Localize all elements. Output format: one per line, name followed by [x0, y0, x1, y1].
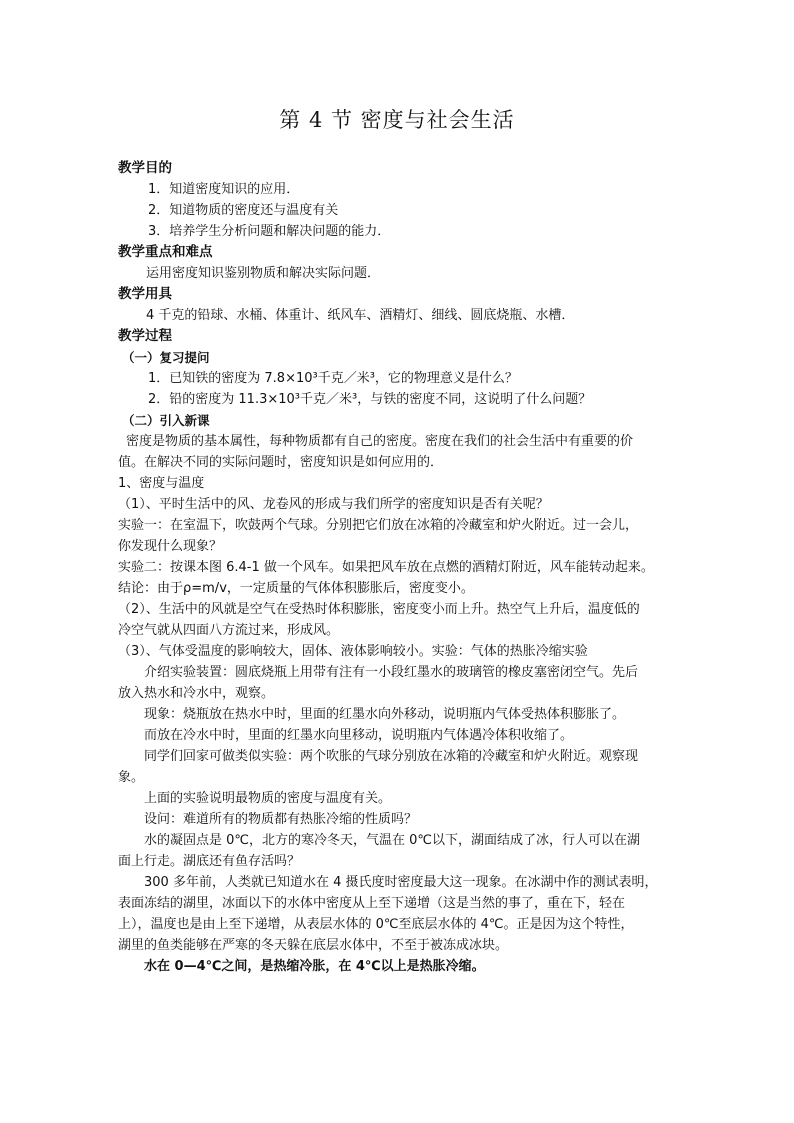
process-heading: 教学过程 [118, 328, 172, 344]
intro-paragraph: 值。在解决不同的实际问题时，密度知识是如何应用的． [118, 455, 444, 470]
question-paragraph: 设问：难道所有的物质都有热胀冷缩的性质吗？ [144, 812, 418, 827]
page-title: 第 4 节 密度与社会生活 [279, 108, 515, 132]
history-paragraph: 上），温度也是由上至下递增，从表层水体的 0℃至底层水体的 4℃。正是因为这个特性， [118, 917, 634, 932]
summary-paragraph: 上面的实验说明最物质的密度与温度有关。 [144, 791, 392, 806]
document-body [118, 158, 678, 977]
experiment-paragraph: 实验二：按课本图 6.4-1 做一个风车。如果把风车放在点燃的酒精灯附近，风车能转动起来。 [118, 560, 654, 575]
phenomenon-paragraph: 而放在冷水中时，里面的红墨水向里移动，说明瓶内气体遇冷体积收缩了。 [144, 728, 574, 743]
question-paragraph: 冷空气就从四面八方流过来，形成风。 [118, 623, 340, 638]
goal-item: 3．培养学生分析问题和解决问题的能力． [148, 224, 391, 239]
question-paragraph: （2）、生活中的风就是空气在受热时体积膨胀，密度变小而上升。热空气上升后，温度低的 [118, 602, 640, 617]
history-paragraph: 湖里的鱼类能够在严寒的冬天躲在底层水体中，不至于被冻成冰块。 [118, 938, 509, 953]
goal-item: 2．知道物质的密度还与温度有关 [148, 203, 339, 218]
intro-paragraph: 密度是物质的基本属性，每种物质都有自己的密度。密度在我们的社会生活中有重要的价 [126, 434, 634, 449]
water-paragraph: 面上行走。湖底还有鱼存活吗？ [118, 854, 301, 869]
section-title: 1、密度与温度 [118, 476, 205, 491]
review-heading: （一）复习提问 [122, 350, 210, 365]
experiment-paragraph: 你发现什么现象？ [118, 539, 223, 554]
review-question: 1．已知铁的密度为 7.8×10³千克／米³，它的物理意义是什么？ [148, 371, 518, 386]
intro-heading: （二）引入新课 [122, 413, 210, 428]
key-text: 运用密度知识鉴别物质和解决实际问题． [146, 266, 381, 281]
key-heading: 教学重点和难点 [118, 244, 213, 260]
question-paragraph: （3）、气体受温度的影响较大，固体、液体影响较小。实验：气体的热胀冷缩实验 [118, 644, 588, 659]
final-conclusion: 水在 0—4℃之间，是热缩冷胀，在 4℃以上是热胀冷缩。 [144, 959, 485, 974]
home-experiment-paragraph: 同学们回家可做类似实验：两个吹胀的气球分别放在冰箱的冷藏室和炉火附近。观察现 [144, 749, 639, 764]
device-paragraph: 放入热水和冷水中，观察。 [118, 686, 275, 701]
tools-text: 4 千克的铅球、水桶、体重计、纸风车、酒精灯、细线、圆底烧瓶、水槽． [146, 308, 575, 323]
phenomenon-paragraph: 现象：烧瓶放在热水中时，里面的红墨水向外移动，说明瓶内气体受热体积膨胀了。 [144, 707, 626, 722]
review-question: 2．铅的密度为 11.3×10³千克／米³，与铁的密度不同，这说明了什么问题？ [148, 392, 592, 407]
goal-item: 1．知道密度知识的应用． [148, 182, 300, 197]
goals-heading: 教学目的 [118, 160, 172, 176]
device-paragraph: 介绍实验装置：圆底烧瓶上用带有注有一小段红墨水的玻璃管的橡皮塞密闭空气。先后 [144, 665, 639, 680]
history-paragraph: 300 多年前，人类就已知道水在 4 摄氏度时密度最大这一现象。在冰湖中作的测试表明， [144, 875, 658, 890]
question-paragraph: （1）、平时生活中的风、龙卷风的形成与我们所学的密度知识是否有关呢？ [118, 497, 549, 512]
history-paragraph: 表面冻结的湖里，冰面以下的水体中密度从上至下递增（这是当然的事了，重在下，轻在 [118, 896, 626, 911]
home-experiment-paragraph: 象。 [118, 770, 145, 785]
conclusion-paragraph: 结论：由于ρ=m/v，一定质量的气体体积膨胀后，密度变小。 [118, 581, 474, 596]
experiment-paragraph: 实验一：在室温下，吹鼓两个气球。分别把它们放在冰箱的冷藏室和炉火附近。过一会儿， [118, 518, 639, 533]
water-paragraph: 水的凝固点是 0℃，北方的寒冷冬天，气温在 0℃以下，湖面结成了冰，行人可以在湖 [144, 833, 641, 848]
tools-heading: 教学用具 [118, 286, 172, 302]
